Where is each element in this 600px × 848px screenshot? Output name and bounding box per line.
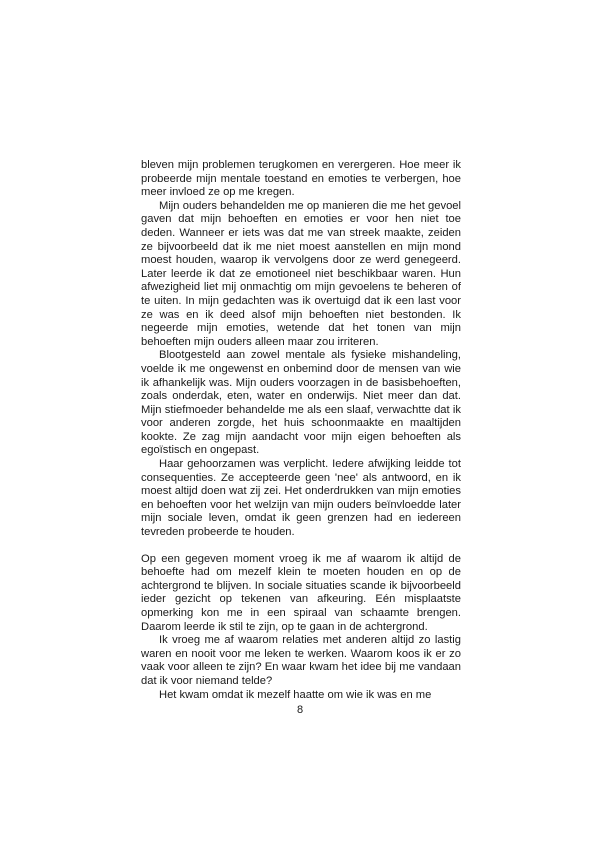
page-body (141, 159, 461, 702)
paragraph: Op een gegeven moment vroeg ik me af waarom ik altijd de behoefte had om mezelf klein te moeten houden en op de achtergrond te blijven. In sociale situaties scande ik bijvoorbeeld ieder gezicht op tekenen van afkeuring. Eén misplaatste opmerking kon me in een spiraal van schaamte brengen. Daarom leerde ik stil te zijn, op te gaan in de achtergrond. (141, 552, 461, 633)
page-number: 8 (296, 704, 304, 716)
paragraph: Het kwam omdat ik mezelf haatte om wie ik was en me (159, 688, 432, 701)
paragraph: Ik vroeg me af waarom relaties met anderen altijd zo lastig waren en nooit voor me leken te werken. Waarom koos ik er zo vaak voor alleen te zijn? En waar kwam het idee bij me vandaan dat ik voor niemand telde? (141, 634, 461, 687)
paragraph: bleven mijn problemen terugkomen en verergeren. Hoe meer ik probeerde mijn mentale toestand en emoties te verbergen, hoe meer invloed ze op me kregen. (141, 159, 461, 199)
section-break (141, 540, 461, 553)
paragraph: Mijn ouders behandelden me op manieren die me het gevoel gaven dat mijn behoeften en emoties er voor hen niet toe deden. Wanneer er iets was dat me van streek maakte, zeiden ze bijvoorbeeld dat ik me niet moest aanstellen en mijn mond moest houden, waarop ik vervolgens door ze werd genegeerd. Later leerde ik dat ze emotioneel niet beschikbaar waren. Hun afwezigheid liet mij onmachtig om mijn gevoelens te beheren of te uiten. In mijn gedachten was ik overtuigd dat ik een last voor ze was en ik deed alsof mijn behoeften niet bestonden. Ik negeerde mijn emoties, wetende dat het tonen van mijn behoeften mijn ouders alleen maar zou irriteren. (141, 199, 461, 348)
paragraph: Haar gehoorzamen was verplicht. Iedere afwijking leidde tot consequenties. Ze accepteerde geen 'nee' als antwoord, en ik moest altijd doen wat zij zei. Het onderdrukken van mijn emoties en behoeften voor het welzijn van mijn ouders beïnvloedde later mijn sociale leven, omdat ik geen grenzen had en iedereen tevreden probeerde te houden. (141, 458, 461, 539)
paragraph: Blootgesteld aan zowel mentale als fysieke mishandeling, voelde ik me ongewenst en onbemind door de mensen van wie ik afhankelijk was. Mijn ouders voorzagen in de basisbehoeften, zoals onderdak, eten, water en onderwijs. Niet meer dan dat. Mijn stiefmoeder behandelde me als een slaaf, verwachtte dat ik voor anderen zorgde, het huis schoonmaakte en maaltijden kookte. Ze zag mijn aandacht voor mijn eigen behoeften als egoïstisch en ongepast. (141, 349, 461, 457)
